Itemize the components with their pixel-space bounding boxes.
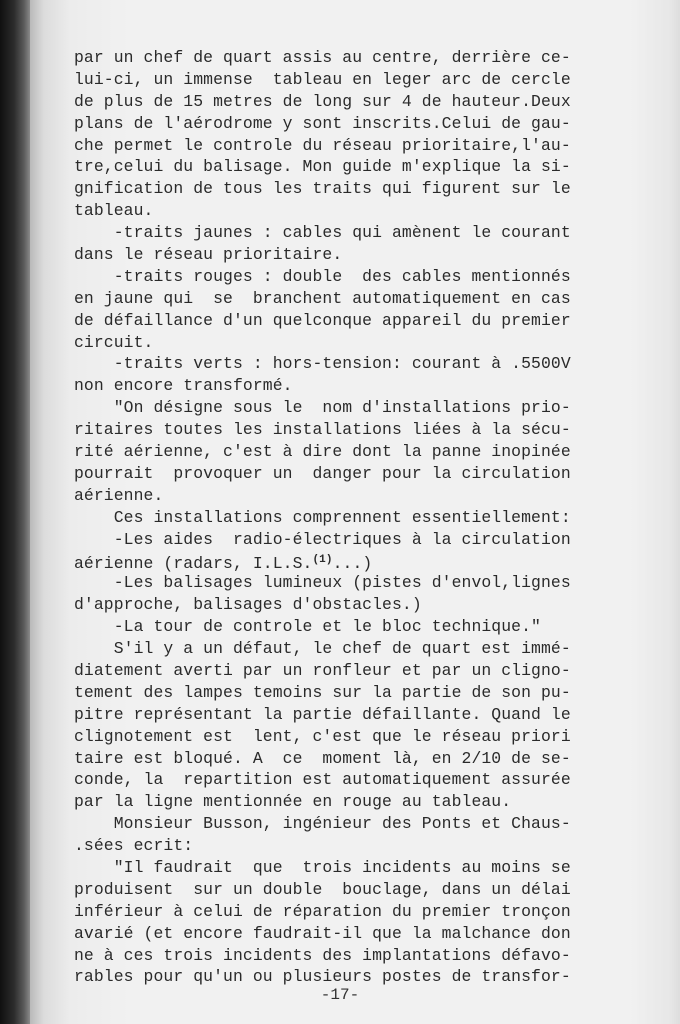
text-line: dans le réseau prioritaire. bbox=[74, 245, 343, 265]
text-line-segment: ...) bbox=[332, 554, 373, 574]
text-line: tement des lampes temoins sur la partie de son pu- bbox=[74, 682, 571, 702]
text-line-segment: aérienne (radars, I.L.S. bbox=[74, 554, 313, 574]
text-line: -Les balisages lumineux (pistes d'envol,lignes bbox=[74, 573, 571, 593]
text-line: gnification de tous les traits qui figurent sur le bbox=[74, 179, 571, 199]
text-line: pitre représentant la partie défaillante. Quand le bbox=[74, 704, 571, 724]
text-line: rité aérienne, c'est à dire dont la panne inopinée bbox=[74, 442, 571, 462]
text-line: clignotement est lent, c'est que le réseau priori bbox=[74, 726, 571, 746]
page-number: -17- bbox=[320, 986, 360, 1004]
text-line: d'approche, balisages d'obstacles.) bbox=[74, 595, 422, 615]
text-line: plans de l'aérodrome y sont inscrits.Celui de gau- bbox=[74, 113, 571, 133]
text-line: pourrait provoquer un danger pour la circulation bbox=[74, 463, 571, 483]
text-line: -traits jaunes : cables qui amènent le courant bbox=[74, 223, 571, 243]
text-line: -Les aides radio-électriques à la circulation bbox=[74, 529, 571, 549]
text-line: aérienne. bbox=[74, 485, 164, 505]
text-line: par la ligne mentionnée en rouge au tableau. bbox=[74, 792, 512, 812]
text-line: Monsieur Busson, ingénieur des Ponts et Chaus- bbox=[74, 814, 571, 834]
text-line: ne à ces trois incidents des implantations défavo- bbox=[74, 945, 571, 965]
text-line bbox=[74, 550, 614, 572]
text-line: -traits rouges : double des cables mentionnés bbox=[74, 266, 571, 286]
text-line: inférieur à celui de réparation du premier tronçon bbox=[74, 901, 571, 921]
text-line: de défaillance d'un quelconque appareil du premier bbox=[74, 310, 571, 330]
text-line: S'il y a un défaut, le chef de quart est immé- bbox=[74, 639, 571, 659]
text-line: Ces installations comprennent essentiellement: bbox=[74, 507, 571, 527]
text-line: tableau. bbox=[74, 201, 154, 221]
text-line: tre,celui du balisage. Mon guide m'explique la si- bbox=[74, 157, 571, 177]
page-body-text bbox=[74, 47, 614, 988]
text-line: che permet le controle du réseau prioritaire,l'au- bbox=[74, 135, 571, 155]
text-line: avarié (et encore faudrait-il que la malchance don bbox=[74, 923, 571, 943]
text-line: .sées ecrit: bbox=[74, 836, 194, 856]
text-line: taire est bloqué. A ce moment là, en 2/10 de se- bbox=[74, 748, 571, 768]
text-line: "On désigne sous le nom d'installations prio- bbox=[74, 398, 571, 418]
text-line: de plus de 15 metres de long sur 4 de hauteur.Deux bbox=[74, 91, 571, 111]
text-line: "Il faudrait que trois incidents au moins se bbox=[74, 857, 571, 877]
footnote-marker: (1) bbox=[312, 554, 333, 567]
text-line: en jaune qui se branchent automatiquement en cas bbox=[74, 288, 571, 308]
text-line: par un chef de quart assis au centre, derrière ce- bbox=[74, 48, 571, 67]
text-line: ritaires toutes les installations liées à la sécu- bbox=[74, 420, 571, 440]
text-line: conde, la repartition est automatiquement assurée bbox=[74, 770, 571, 790]
text-line: -traits verts : hors-tension: courant à .5500V bbox=[74, 354, 571, 374]
text-line: -La tour de controle et le bloc technique." bbox=[74, 617, 541, 637]
text-line: circuit. bbox=[74, 332, 154, 352]
text-line: rables pour qu'un ou plusieurs postes de transfor- bbox=[74, 967, 571, 987]
text-line: diatement averti par un ronfleur et par un cligno- bbox=[74, 660, 571, 680]
book-spine-shadow bbox=[0, 0, 30, 1024]
text-line: produisent sur un double bouclage, dans un délai bbox=[74, 879, 571, 899]
text-line: lui-ci, un immense tableau en leger arc de cercle bbox=[74, 69, 571, 89]
text-line: non encore transformé. bbox=[74, 376, 293, 396]
